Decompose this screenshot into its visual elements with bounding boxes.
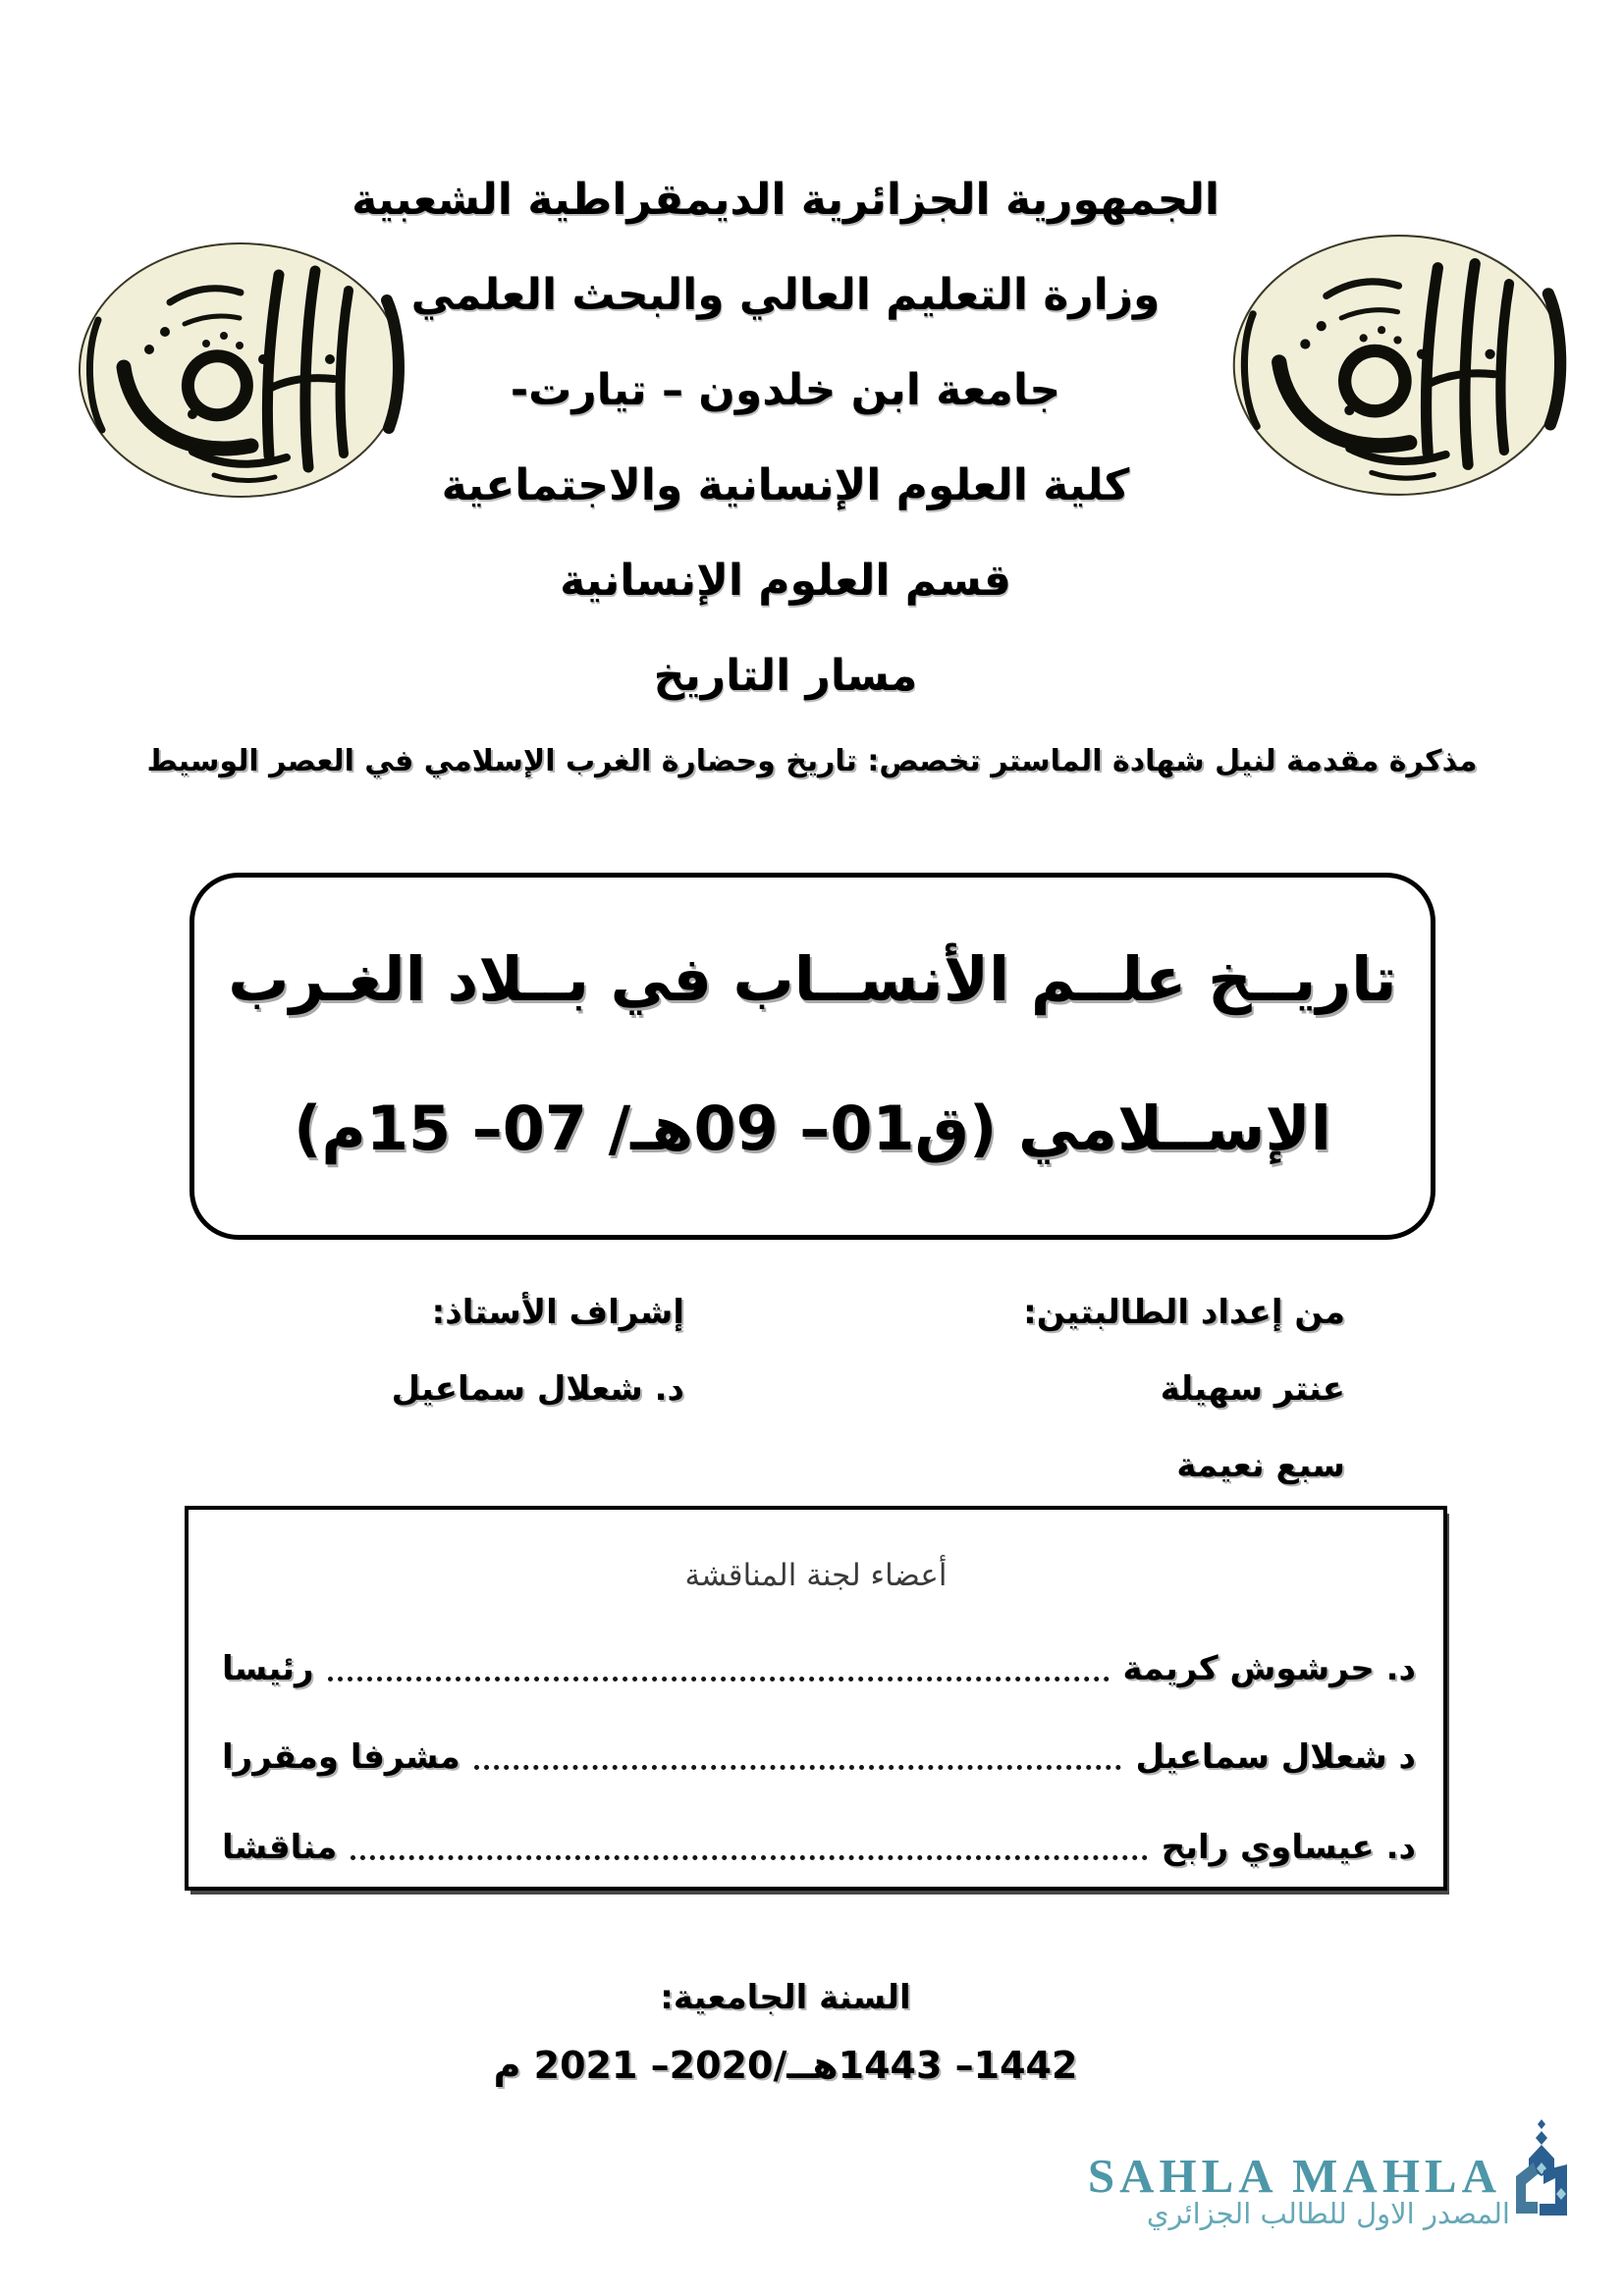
supervisor-name: د. شعلال سماعيل [391, 1369, 684, 1409]
student-name-1: عنتر سهيلة [1160, 1369, 1345, 1409]
thesis-title-line-1: تاريــخ علــم الأنســاب في بــلاد الغـرب [228, 943, 1397, 1015]
committee-row [222, 1645, 1416, 1692]
dotted-leader [328, 1677, 1110, 1682]
thesis-title-line-2: الإســلامي (ق01– 09هـ/ 07– 15م) [294, 1093, 1331, 1164]
dotted-leader [474, 1765, 1122, 1770]
supervisor-label: إشراف الأستاذ: [431, 1293, 684, 1332]
sahla-mahla-wordmark: SAHLA MAHLA [1087, 2149, 1501, 2203]
ministry-line: وزارة التعليم العالي والبحث العلمي [410, 270, 1161, 320]
prepared-by-section [1023, 1288, 1345, 1490]
committee-row [222, 1824, 1416, 1871]
thesis-note: مذكرة مقدمة لنيل شهادة الماستر تخصص: تاريخ وحضارة الغرب الإسلامي في العصر الوسيط [146, 744, 1478, 778]
university-line: جامعة ابن خلدون – تيارت- [510, 365, 1061, 415]
university-seal-left-icon [77, 241, 406, 499]
track-line: مسار التاريخ [653, 651, 918, 701]
member-name: د شعلال سماعيل [1135, 1737, 1416, 1777]
department-line: قسم العلوم الإنسانية [560, 556, 1011, 606]
committee-title: أعضاء لجنة المناقشة [684, 1558, 947, 1593]
academic-year-label: السنة الجامعية: [660, 1978, 911, 2017]
student-name-2: سبع نعيمة [1176, 1446, 1345, 1485]
sahla-mahla-tagline: المصدر الاول للطالب الجزائري [1146, 2197, 1510, 2230]
member-name: د. حرشوش كريمة [1122, 1649, 1416, 1688]
committee-box [185, 1506, 1447, 1891]
prepared-by-label: من إعداد الطالبتين: [1023, 1293, 1345, 1332]
committee-row [222, 1734, 1416, 1781]
dotted-leader [351, 1855, 1147, 1860]
member-role: مناقشا [222, 1828, 338, 1867]
member-role: مشرفا ومقررا [222, 1737, 460, 1777]
academic-year-section [27, 1971, 1544, 2093]
academic-year-value: 1442– 1443هــ/2020– 2021 م [493, 2044, 1078, 2087]
member-role: رئيسا [222, 1649, 314, 1688]
faculty-line: كلية العلوم الإنسانية والاجتماعية [441, 460, 1130, 510]
thesis-title-box [189, 873, 1435, 1240]
sahla-mahla-logo-mark-icon [1504, 2118, 1579, 2226]
supervisor-section [392, 1288, 684, 1414]
university-seal-right-icon [1227, 234, 1571, 497]
republic-line: الجمهورية الجزائرية الديمقراطية الشعبية [352, 175, 1219, 225]
member-name: د. عيساوي رابح [1161, 1828, 1416, 1867]
